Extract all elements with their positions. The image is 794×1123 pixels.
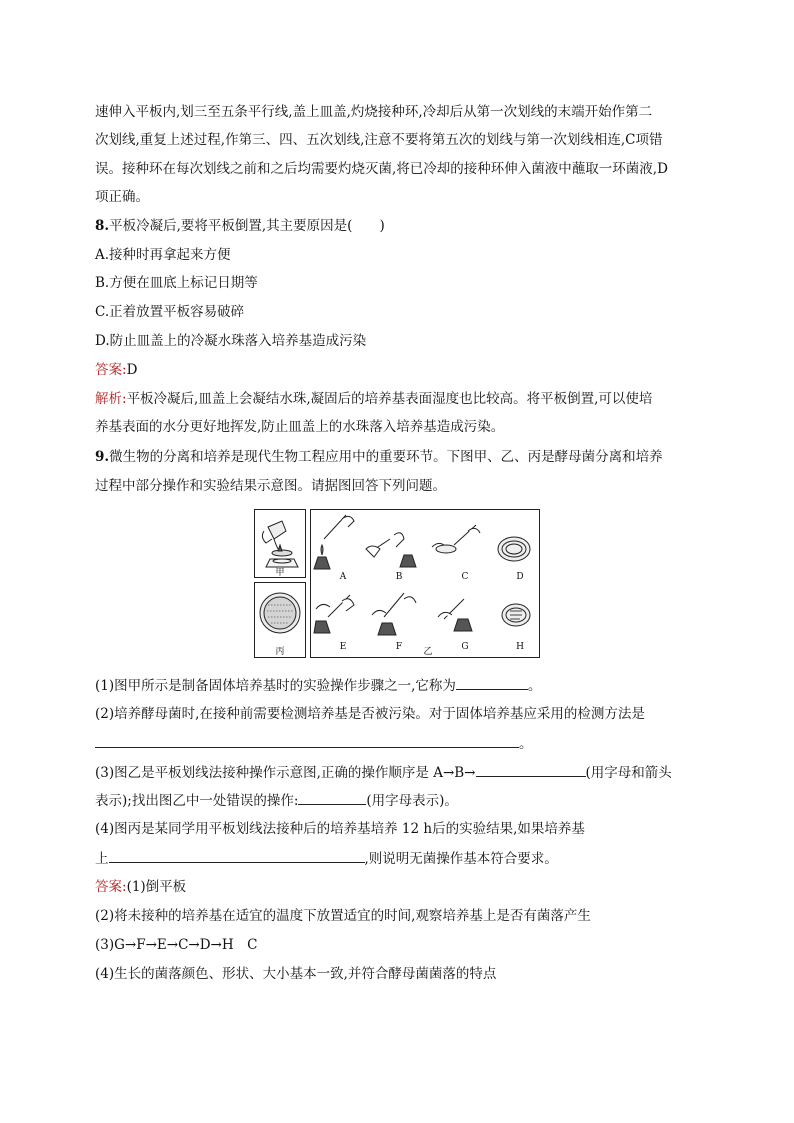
step-label-e: E: [339, 642, 347, 652]
q9-stem-line-1: [95, 447, 663, 467]
q8-option-c: C.正着放置平板容易破碎: [95, 304, 245, 320]
q9-answer-2: (2)将未接种的培养基在适宜的温度下放置适宜的时间,观察培养基上是否有菌落产生: [95, 908, 591, 924]
q9-sub2-end: 。: [519, 736, 533, 752]
q8-option-a: A.接种时再拿起来方便: [95, 247, 231, 263]
q8-stem-text: 平板冷凝后,要将平板倒置,其主要原因是( ): [109, 218, 385, 234]
step-e-drawing: [314, 595, 354, 633]
q9-sub4-text-a: 上: [95, 851, 109, 867]
step-f-drawing: [372, 593, 416, 635]
step-label-a: A: [339, 572, 347, 582]
q8-analysis-line-2: 养基表面的水分更好地挥发,防止皿盖上的水珠落入培养基造成污染。: [95, 419, 505, 435]
q9-sub3-line-2: [95, 790, 458, 811]
step-c-drawing: [432, 525, 480, 553]
intro-line-3: 误。接种环在每次划线之前和之后均需要灼烧灭菌,将已冷却的接种环伸入菌液中蘸取一环菌液,D: [95, 161, 668, 177]
q9-stem-text-1: 微生物的分离和培养是现代生物工程应用中的重要环节。下图甲、乙、丙是酵母菌分离和培养: [109, 449, 663, 465]
q8-analysis-text-1: 平板冷凝后,皿盖上会凝结水珠,凝固后的培养基表面湿度也比较高。将平板倒置,可以使培: [126, 391, 653, 407]
q9-answer-4: (4)生长的菌落颜色、形状、大小基本一致,并符合酵母菌菌落的特点: [95, 966, 497, 982]
q9-sub1: [95, 675, 541, 696]
q9-number: 9.: [95, 449, 110, 465]
q8-number: 8.: [95, 218, 110, 234]
q9-sub3-blank-2: [298, 790, 366, 805]
q9-answer-3: (3)G→F→E→C→D→H C: [95, 937, 258, 953]
q9-answer-1: [95, 877, 186, 897]
q9-sub4-line-1: (4)图丙是某同学用平板划线法接种后的培养基培养 12 h后的实验结果,如果培养基: [95, 821, 585, 837]
q9-sub1-text: (1)图甲所示是制备固体培养基时的实验操作步骤之一,它称为: [95, 678, 456, 694]
step-label-h: H: [516, 642, 524, 652]
panel-yi-frame: [311, 510, 540, 658]
q8-stem: [95, 216, 385, 236]
panel-bing-label: 丙: [275, 647, 285, 657]
q9-sub3-blank-1: [476, 762, 586, 777]
step-d-drawing: [498, 537, 530, 561]
step-g-drawing: [438, 599, 472, 631]
pouring-medium-drawing: [262, 521, 298, 567]
q9-sub4-text-b: ,则说明无菌操作基本符合要求。: [364, 851, 558, 867]
q9-answer-label: 答案:: [95, 879, 127, 895]
q8-analysis-label: 解析:: [95, 391, 127, 407]
q9-sub3-text-b: (用字母和箭头: [585, 765, 672, 781]
q9-sub2-line-2: [95, 733, 533, 754]
panel-jia-label: 甲: [275, 568, 285, 578]
step-label-b: B: [395, 572, 403, 582]
panel-yi-label: 乙: [423, 647, 433, 657]
step-label-c: C: [461, 572, 469, 582]
q8-answer: [95, 360, 137, 380]
q9-sub3-line-1: [95, 762, 672, 783]
q9-sub2-line-1: (2)培养酵母菌时,在接种前需要检测培养基是否被污染。对于固体培养基应采用的检测方法是: [95, 706, 645, 722]
step-label-g: G: [461, 642, 469, 652]
q9-sub4-blank: [109, 848, 365, 863]
colony-plate-drawing: [260, 593, 300, 633]
q8-option-b: B.方便在皿底上标记日期等: [95, 275, 258, 291]
intro-line-4: 项正确。: [95, 189, 149, 205]
q9-sub4-line-2: [95, 848, 558, 869]
q9-sub3-text-d: (用字母表示)。: [366, 793, 458, 809]
step-label-d: D: [516, 572, 524, 582]
experiment-figure: [254, 509, 540, 658]
step-h-drawing: [502, 604, 530, 626]
step-a-drawing: [314, 515, 354, 569]
q9-sub3-text-c: 表示);找出图乙中一处错误的操作:: [95, 793, 299, 809]
q9-sub1-end: 。: [527, 678, 542, 694]
q8-option-d: D.防止皿盖上的冷凝水珠落入培养基造成污染: [95, 333, 367, 349]
intro-line-2: 次划线,重复上述过程,作第三、四、五次划线,注意不要将第五次的划线与第一次划线相连,C项错: [95, 132, 663, 148]
q9-stem-line-2: 过程中部分操作和实验结果示意图。请据图回答下列问题。: [95, 478, 446, 494]
q9-sub2-blank: [95, 733, 519, 748]
q9-sub3-text-a: (3)图乙是平板划线法接种操作示意图,正确的操作顺序是 A→B→: [95, 765, 476, 781]
step-b-drawing: [366, 533, 416, 567]
q9-sub1-blank: [456, 675, 528, 690]
q9-answer-1-text: (1)倒平板: [126, 879, 187, 895]
step-label-f: F: [395, 642, 403, 652]
intro-line-1: 速伸入平板内,划三至五条平行线,盖上皿盖,灼烧接种环,冷却后从第一次划线的末端开始作第二: [95, 104, 653, 120]
q8-answer-value: D: [126, 362, 138, 378]
q8-analysis-line-1: [95, 389, 652, 409]
q8-answer-label: 答案:: [95, 362, 127, 378]
